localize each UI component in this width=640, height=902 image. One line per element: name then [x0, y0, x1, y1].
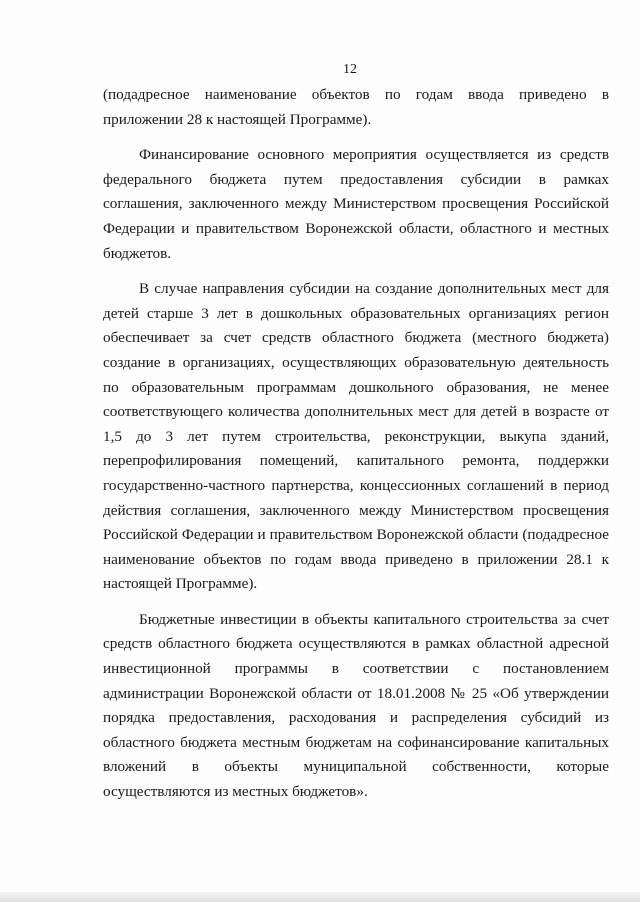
paragraph-budget-investments: Бюджетные инвестиции в объекты капитального строительства за счет средств областного бюджета осуществляются в рамках областной адресной инвестиционной программы в соответствии с постановлением администрации Воронежской области от 18.01.2008 № 25 «Об утверждении порядка предоставления, расходования и распределения субсидий из областного бюджета местным бюджетам на софинансирование капитальных вложений в объекты муниципальной собственности, которые осуществляются из местных бюджетов».: [103, 610, 609, 801]
paragraph-financing: Финансирование основного мероприятия осуществляется из средств федерального бюджета путем предоставления субсидии в рамках соглашения, заключенного между Министерством просвещения Российской Федерации и правительством Воронежской области, областного и местных бюджетов.: [103, 146, 609, 262]
page-bottom-edge: [0, 892, 640, 902]
paragraph-continuation: (подадресное наименование объектов по годам ввода приведено в приложении 28 к настоящей Программе).: [103, 86, 609, 128]
body-text: [103, 83, 609, 805]
page-number: 12: [343, 62, 357, 77]
paragraph-subsidy-direction: В случае направления субсидии на создание дополнительных мест для детей старше 3 лет в дошкольных образовательных организациях регион обеспечивает за счет средств областного бюджета (местного бюджета) создание в организациях, осуществляющих образовательную деятельность по образовательным программам дошкольного образования, не менее соответствующего количества дополнительных мест для детей в возрасте от 1,5 до 3 лет путем строительства, реконструкции, выкупа зданий, перепрофилирования помещений, капитального ремонта, поддержки государственно-частного партнерства, концессионных соглашений в период действия соглашения, заключенного между Министерством просвещения Российской Федерации и правительством Воронежской области (подадресное наименование объектов по годам ввода приведено в приложении 28.1 к настоящей Программе).: [103, 280, 609, 593]
